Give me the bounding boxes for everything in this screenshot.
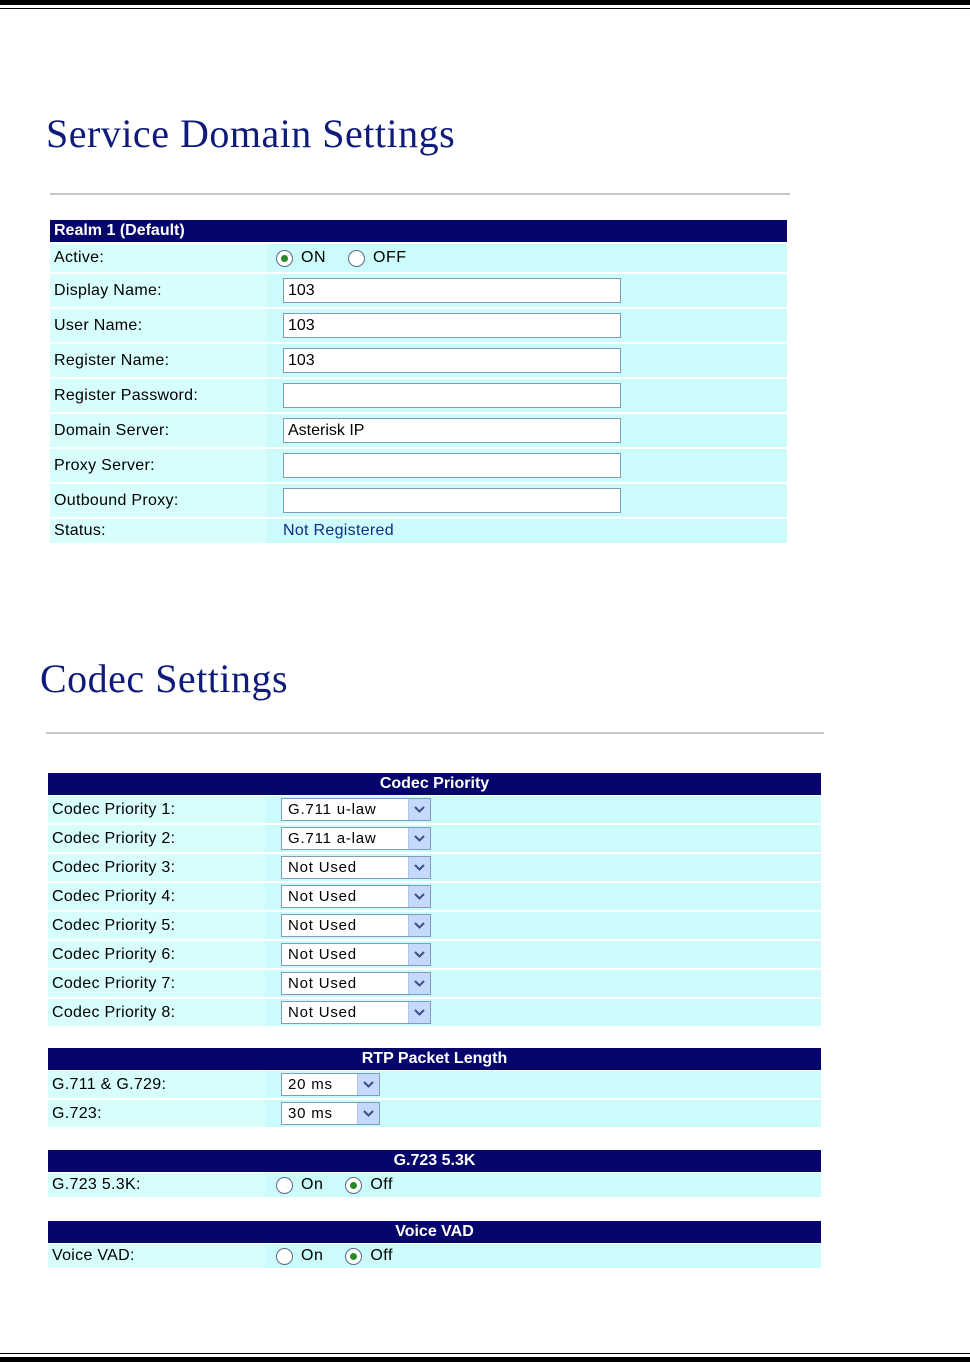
proxy-server-input[interactable]: [283, 453, 621, 478]
vad-off-radio[interactable]: [345, 1248, 362, 1265]
domain-server-input[interactable]: Asterisk IP: [283, 418, 621, 443]
chevron-down-icon[interactable]: [357, 1074, 379, 1095]
register-name-input[interactable]: 103: [283, 348, 621, 373]
codec-priority-header: Codec Priority: [48, 773, 821, 795]
active-label: Active:: [50, 244, 267, 272]
codec-priority-select[interactable]: [281, 972, 431, 995]
codec-priority-select[interactable]: [281, 856, 431, 879]
active-off-radio[interactable]: [348, 250, 365, 267]
service-domain-divider: [50, 193, 790, 195]
g723-off-radio[interactable]: [345, 1177, 362, 1194]
page-top-rule-thin: [0, 8, 970, 9]
voice-vad-label: Voice VAD:: [48, 1244, 265, 1268]
codec-priority-select[interactable]: [281, 798, 431, 821]
domain-server-row: [50, 414, 787, 447]
g723-53k-row: [48, 1173, 821, 1197]
service-domain-title: Service Domain Settings: [46, 111, 456, 156]
codec-priority-row: [48, 912, 821, 939]
codec-settings-title: Codec Settings: [40, 656, 289, 701]
g723-53k-label: G.723 5.3K:: [48, 1173, 265, 1197]
g723-off-label: Off: [370, 1176, 393, 1193]
rtp-g723-select[interactable]: [281, 1102, 380, 1125]
codec-priority-row: [48, 883, 821, 910]
voice-vad-header: Voice VAD: [48, 1221, 821, 1243]
g723-53k-header: G.723 5.3K: [48, 1150, 821, 1172]
register-password-input[interactable]: [283, 383, 621, 408]
codec-priority-value: G.711 u-law: [288, 801, 377, 818]
chevron-down-icon[interactable]: [408, 1002, 430, 1023]
vad-on-label: On: [301, 1247, 324, 1264]
codec-priority-label: Codec Priority 3:: [48, 854, 265, 881]
chevron-down-icon[interactable]: [408, 886, 430, 907]
chevron-down-icon[interactable]: [408, 857, 430, 878]
codec-priority-select[interactable]: [281, 827, 431, 850]
chevron-down-icon[interactable]: [357, 1103, 379, 1124]
codec-priority-value: Not Used: [288, 859, 357, 876]
register-password-label: Register Password:: [50, 379, 267, 412]
status-label: Status:: [50, 519, 267, 543]
codec-priority-label: Codec Priority 5:: [48, 912, 265, 939]
chevron-down-icon[interactable]: [408, 799, 430, 820]
proxy-server-row: [50, 449, 787, 482]
chevron-down-icon[interactable]: [408, 828, 430, 849]
codec-priority-label: Codec Priority 2:: [48, 825, 265, 852]
codec-priority-select[interactable]: [281, 914, 431, 937]
display-name-input[interactable]: 103: [283, 278, 621, 303]
outbound-proxy-label: Outbound Proxy:: [50, 484, 267, 517]
register-name-label: Register Name:: [50, 344, 267, 377]
rtp-g711-g729-row: [48, 1071, 821, 1098]
g723-on-radio[interactable]: [276, 1177, 293, 1194]
codec-priority-value: Not Used: [288, 946, 357, 963]
chevron-down-icon[interactable]: [408, 973, 430, 994]
codec-priority-label: Codec Priority 4:: [48, 883, 265, 910]
rtp-g723-value: 30 ms: [288, 1105, 333, 1122]
codec-priority-row: [48, 796, 821, 823]
codec-priority-value: Not Used: [288, 888, 357, 905]
rtp-packet-length-header: RTP Packet Length: [48, 1048, 821, 1070]
status-value: Not Registered: [283, 522, 394, 539]
rtp-g723-label: G.723:: [48, 1100, 265, 1127]
codec-priority-value: Not Used: [288, 1004, 357, 1021]
rtp-g711-g729-label: G.711 & G.729:: [48, 1071, 265, 1098]
codec-priority-label: Codec Priority 6:: [48, 941, 265, 968]
voice-vad-row: [48, 1244, 821, 1268]
codec-priority-label: Codec Priority 7:: [48, 970, 265, 997]
active-on-radio[interactable]: [276, 250, 293, 267]
page-bottom-rule: [0, 1357, 970, 1362]
codec-priority-label: Codec Priority 8:: [48, 999, 265, 1026]
user-name-row: [50, 309, 787, 342]
outbound-proxy-input[interactable]: [283, 488, 621, 513]
rtp-g711-g729-select[interactable]: [281, 1073, 380, 1096]
rtp-g711-g729-value: 20 ms: [288, 1076, 333, 1093]
codec-priority-label: Codec Priority 1:: [48, 796, 265, 823]
realm-header: Realm 1 (Default): [50, 220, 787, 242]
register-name-row: [50, 344, 787, 377]
codec-divider: [46, 732, 824, 734]
chevron-down-icon[interactable]: [408, 944, 430, 965]
active-on-label: ON: [301, 249, 326, 266]
user-name-input[interactable]: 103: [283, 313, 621, 338]
codec-priority-row: [48, 825, 821, 852]
outbound-proxy-row: [50, 484, 787, 517]
display-name-row: [50, 274, 787, 307]
vad-off-label: Off: [370, 1247, 393, 1264]
register-password-row: [50, 379, 787, 412]
codec-priority-row: [48, 999, 821, 1026]
codec-priority-row: [48, 854, 821, 881]
vad-on-radio[interactable]: [276, 1248, 293, 1265]
codec-priority-value: Not Used: [288, 917, 357, 934]
status-row: [50, 519, 787, 543]
domain-server-label: Domain Server:: [50, 414, 267, 447]
active-off-label: OFF: [373, 249, 407, 266]
page-top-rule: [0, 0, 970, 5]
user-name-label: User Name:: [50, 309, 267, 342]
codec-priority-select[interactable]: [281, 1001, 431, 1024]
g723-on-label: On: [301, 1176, 324, 1193]
codec-priority-select[interactable]: [281, 885, 431, 908]
active-row: [50, 244, 787, 272]
display-name-label: Display Name:: [50, 274, 267, 307]
codec-priority-row: [48, 941, 821, 968]
proxy-server-label: Proxy Server:: [50, 449, 267, 482]
page-bottom-rule-thin: [0, 1353, 970, 1354]
codec-priority-value: Not Used: [288, 975, 357, 992]
codec-priority-select[interactable]: [281, 943, 431, 966]
codec-priority-row: [48, 970, 821, 997]
chevron-down-icon[interactable]: [408, 915, 430, 936]
codec-priority-value: G.711 a-law: [288, 830, 377, 847]
rtp-g723-row: [48, 1100, 821, 1127]
